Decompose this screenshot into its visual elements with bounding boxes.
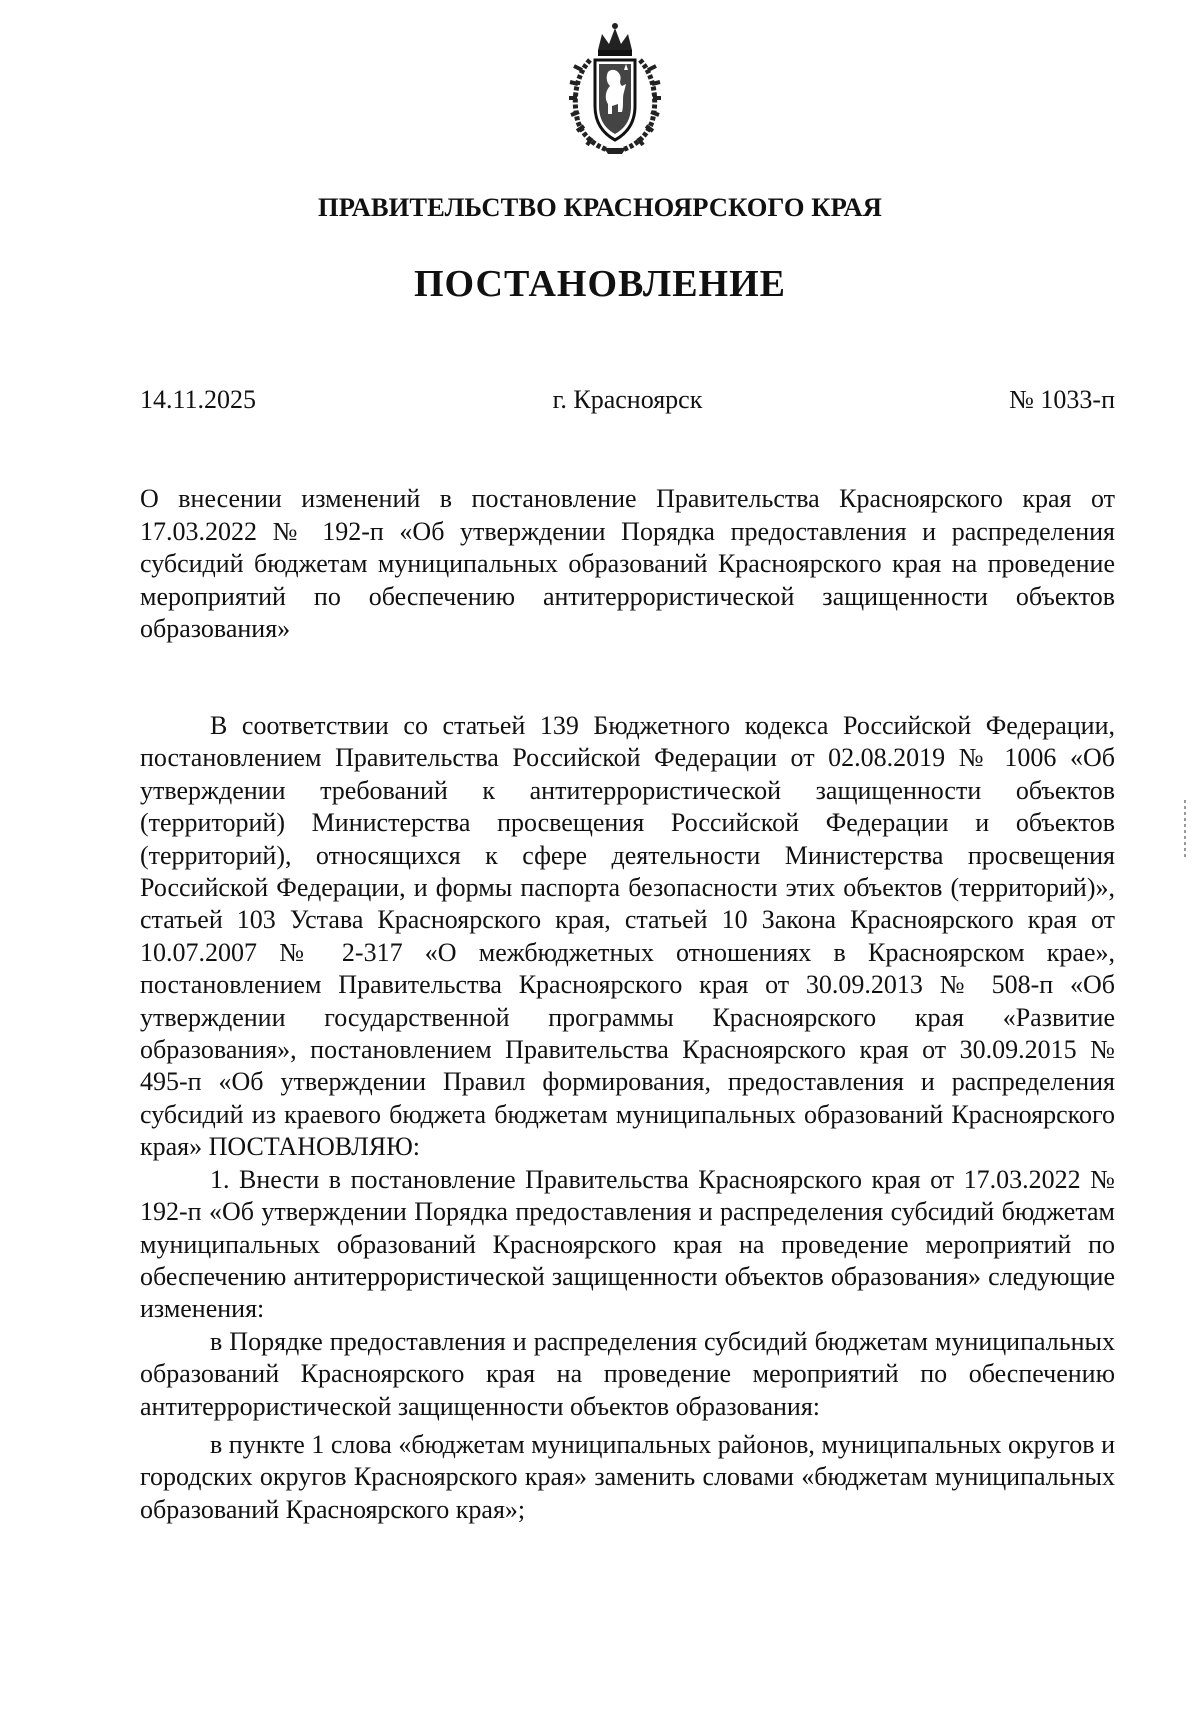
body-paragraph-clause-1: в пункте 1 слова «бюджетам муниципальных районов, муниципальных округов и городских округов Красноярского края» заменить словами «бюджетам муниципальных образований Красноярского края»;	[140, 1429, 1115, 1524]
body-paragraph-item-1: 1. Внести в постановление Правительства Красноярского края от 17.03.2022 № 192-п «Об утверждении Порядка предоставления и распределения субсидий бюджетам муниципальных образований Красноярского края на проведение мероприятий по обеспечению антитеррористической защищенности объектов образования» следующие изменения:	[140, 1164, 1115, 1324]
document-subject: О внесении изменений в постановление Правительства Красноярского края от 17.03.2022 № 192-п «Об утверждении Порядка предоставления и распределения субсидий бюджетам муниципальных образований Красноярского края на проведение мероприятий по обеспечению антитеррористической защищенности объектов образования»	[140, 484, 1115, 644]
krasnoyarsk-krai-coat-of-arms-icon	[568, 20, 662, 158]
document-type-title: ПОСТАНОВЛЕНИЕ	[413, 263, 787, 305]
document-date: 14.11.2025	[140, 385, 257, 414]
body-paragraph-preamble: В соответствии со статьей 139 Бюджетного кодекса Российской Федерации, постановлением Правительства Российской Федерации от 02.08.2019 № 1006 «Об утверждении требований к антитеррористической защищенности объектов (территорий) Министерства просвещения Российской Федерации и объектов (территорий), относящихся к сфере деятельности Министерства просвещения Российской Федерации, и формы паспорта безопасности этих объектов (территорий)», статьей 103 Устава Красноярского края, статьей 10 Закона Красноярского края от 10.07.2007 № 2-317 «О межбюджетных отношениях в Красноярском крае», постановлением Правительства Красноярского края от 30.09.2013 № 508-п «Об утверждении государственной программы Красноярского края «Развитие образования», постановлением Правительства Красноярского края от 30.09.2015 № 495-п «Об утверждении Правил формирования, предоставления и распределения субсидий из краевого бюджета бюджетам муниципальных образований Красноярского края» ПОСТАНОВЛЯЮ:	[140, 711, 1115, 1162]
document-city: г. Красноярск	[552, 385, 703, 414]
organization-title: ПРАВИТЕЛЬСТВО КРАСНОЯРСКОГО КРАЯ	[318, 192, 882, 222]
scan-edge-mark	[1184, 800, 1186, 860]
document-number: № 1033-п	[1009, 385, 1115, 414]
document-body	[140, 710, 1115, 1526]
document-meta-row	[140, 385, 1115, 421]
body-paragraph-order: в Порядке предоставления и распределения субсидий бюджетам муниципальных образований Красноярского края на проведение мероприятий по обеспечению антитеррористической защищенности объектов образования:	[140, 1326, 1115, 1421]
